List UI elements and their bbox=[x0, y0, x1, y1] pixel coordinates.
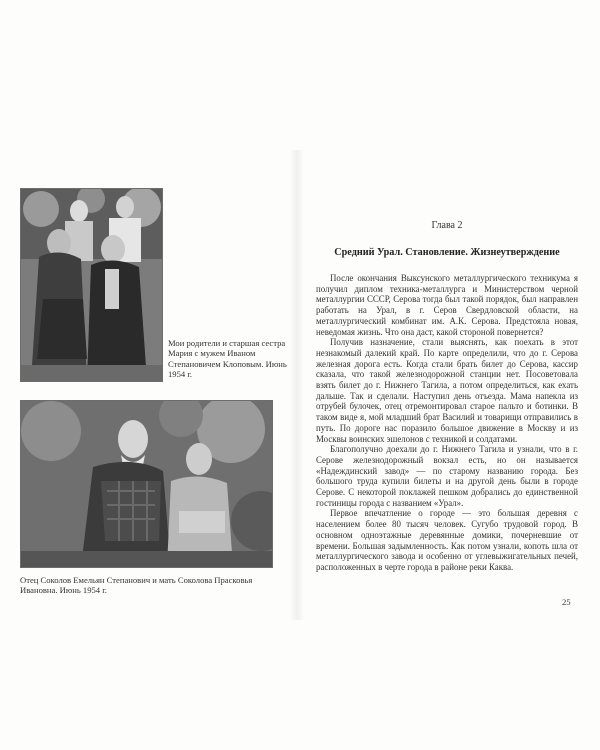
parents-photo bbox=[20, 400, 273, 568]
page-gutter bbox=[290, 150, 304, 620]
chapter-heading: Средний Урал. Становление. Жизнеутверждение bbox=[334, 247, 560, 258]
chapter-title: Глава 2 bbox=[431, 220, 463, 231]
right-page bbox=[316, 220, 578, 573]
page-number: 25 bbox=[562, 597, 571, 607]
family-photo-image bbox=[21, 189, 162, 381]
family-photo bbox=[20, 188, 163, 382]
parents-photo-image bbox=[21, 401, 272, 567]
paragraph: Благополучно доехали до г. Нижнего Тагила и узнали, что в г. Серове железнодорожный вокзал есть, но он называется «Надеждинский завод» — по старому названию города. Без большого труда купили билеты и на другой день были в городе Серове. С некоторой поклажей пешком добрались до единственной гостиницы города с названием «Урал». bbox=[316, 444, 578, 508]
paragraph: Получив назначение, стали выяснять, как поехать в этот незнакомый далекий край. По карте определили, что до г. Серова железная дорога есть. Когда стали брать билет до Серова, кассир сказала, что такой железнодорожной станции нет. Посоветовала взять билет до г. Нижнего Тагила, а потом определиться, как ехать дальше. Так и сделали. Наступил день отъезда. Мама напекла из отрубей булочек, отец отремонтировал старое пальто и ботинки. В таком виде я, мой младший брат Василий и товарищи отправились в путь. По дороге нас поразило большое движение в Москву и из Москвы воинских эшелонов с техникой и солдатами. bbox=[316, 337, 578, 444]
family-photo-caption: Мои родители и старшая сестра Мария с мужем Иваном Степановичем Клоповым. Июнь 1954 г. bbox=[168, 338, 287, 380]
parents-photo-caption: Отец Соколов Емельян Степанович и мать Соколова Прасковья Ивановна. Июнь 1954 г. bbox=[20, 575, 253, 596]
paragraph: Первое впечатление о городе — это большая деревня с населением более 80 тысяч человек. Сугубо трудовой город. В основном одноэтажные деревянные домики, почерневшие от времени. Большая задымленность. Как потом узнали, копоть шла от металлургического завода и особенно от углевыжигательных печей, расположенных в черте города в районе реки Каква. bbox=[316, 508, 578, 572]
paragraph: После окончания Выксунского металлургического техникума я получил диплом техника-металлурга и Министерством черной металлургии СССР, Серова тогда был такой порядок, был направлен работать на Урал, в г. Серов Свердловской области, на металлургический комбинат им. А.К. Серова. Предстояла новая, неведомая жизнь. Что она даст, какой стороной повернется? bbox=[316, 273, 578, 337]
